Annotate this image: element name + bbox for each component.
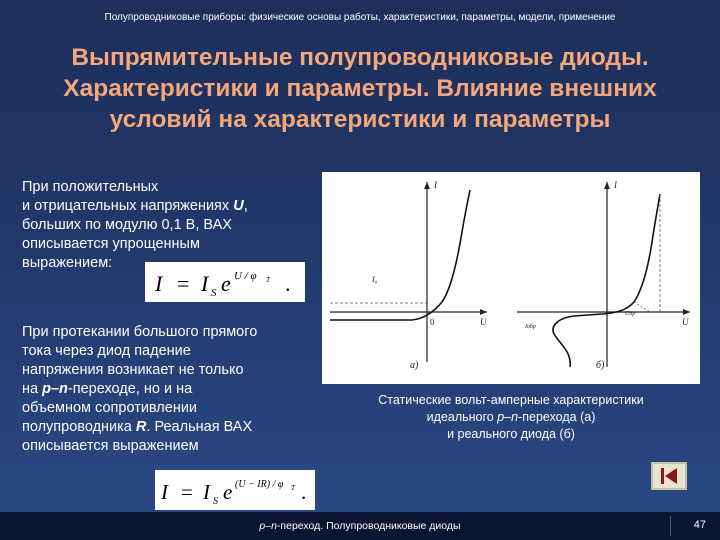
footer-pn: p–n xyxy=(259,520,277,532)
a-x-arrow xyxy=(480,309,487,315)
symbol-R: R xyxy=(135,419,147,435)
title-line-1: Выпрямительные полупроводниковые диоды. xyxy=(71,44,649,71)
panel-b xyxy=(517,180,690,371)
caption-line-2 xyxy=(322,409,700,426)
caption-l2-pre: идеального xyxy=(426,410,498,424)
b-y-arrow xyxy=(604,182,610,189)
formula-simplified xyxy=(145,262,305,302)
f2-eq: = xyxy=(181,480,193,504)
p1-line-2 xyxy=(22,197,248,216)
f1-expsub: T xyxy=(266,276,270,284)
p1-line-5: выражением: xyxy=(22,255,113,271)
p2-l4-post: -переходе, но и на xyxy=(67,381,193,397)
title-line-2: Характеристики и параметры. Влияние внешних xyxy=(63,75,657,102)
b-neg-label: Iобр xyxy=(525,324,536,330)
p2-l4-pre: на xyxy=(22,381,43,397)
f1-sub: S xyxy=(211,287,217,299)
p1-l2-post: , xyxy=(243,198,248,214)
b-upr-label: Uпр xyxy=(625,311,636,317)
f1-eq: = xyxy=(177,271,190,296)
formula-real xyxy=(155,470,315,510)
f1-dot: . xyxy=(285,271,291,296)
symbol-U: U xyxy=(233,198,244,214)
caption-pn: p–n xyxy=(497,410,519,424)
f2-I: I xyxy=(161,480,168,504)
b-tangent xyxy=(634,302,650,312)
p2-line-5: объемном сопротивлении xyxy=(22,400,198,416)
p2-line-7: описывается выражением xyxy=(22,438,199,454)
p1-l2-text: и отрицательных напряжениях xyxy=(22,198,234,214)
slide-title xyxy=(0,42,720,135)
caption-line-1: Статические вольт-амперные характеристики xyxy=(378,393,644,407)
f2-exp: (U − IR) / φ xyxy=(235,479,284,490)
paragraph-1 xyxy=(22,178,248,273)
p2-line-3: напряжения возникает не только xyxy=(22,362,244,378)
iv-curves-svg xyxy=(322,172,700,384)
f2-e: e xyxy=(223,480,233,504)
figure-caption xyxy=(322,392,700,443)
b-x-arrow xyxy=(683,309,690,315)
a-xlabel: U xyxy=(480,317,487,327)
f1-e: e xyxy=(221,271,231,296)
p2-l6-post: . Реальная ВАХ xyxy=(146,419,253,435)
iv-characteristics-figure xyxy=(322,172,700,384)
f1-I: I xyxy=(155,271,163,296)
page-number: 47 xyxy=(693,519,706,531)
footer-text xyxy=(0,520,720,532)
title-line-3: условий на характеристики и параметры xyxy=(109,106,611,133)
p2-line-6 xyxy=(22,418,257,437)
symbol-pn: p–n xyxy=(42,381,68,397)
a-panel-label: а) xyxy=(410,360,419,371)
b-xlabel: U xyxy=(682,317,689,327)
p1-line-1: При положительных xyxy=(22,179,159,195)
b-panel-label: б) xyxy=(596,360,605,371)
a-is-label: I₀ xyxy=(372,275,378,284)
footer-divider xyxy=(670,516,671,536)
a-y-arrow xyxy=(424,182,430,189)
p2-line-2: тока через диод падение xyxy=(22,343,191,359)
a-ylabel: I xyxy=(434,180,437,190)
f1-exp: U / φ xyxy=(234,270,257,282)
footer-title: -переход. Полупроводниковые диоды xyxy=(276,520,461,532)
p2-line-4 xyxy=(22,380,257,399)
a-iv-curve xyxy=(330,190,470,320)
p1-line-4: описывается упрощенным xyxy=(22,236,200,252)
f2-dot: . xyxy=(301,480,307,504)
b-ylabel: I xyxy=(614,180,617,190)
formula-1-svg xyxy=(145,262,305,302)
f2-sub: S xyxy=(213,496,218,507)
formula-2-svg xyxy=(155,470,315,510)
a-origin: 0 xyxy=(430,317,435,327)
p1-line-3: больших по модулю 0,1 В, ВАХ xyxy=(22,217,232,233)
skip-back-icon xyxy=(653,464,685,488)
p2-l6-pre: полупроводника xyxy=(22,419,136,435)
header-bar xyxy=(0,0,720,34)
f1-Is: I xyxy=(201,271,209,296)
header-subtitle: Полупроводниковые приборы: физические основы работы, характеристики, параметры, модели, применение xyxy=(104,12,616,23)
f2-expsub: T xyxy=(291,484,295,492)
panel-a xyxy=(330,180,487,371)
p2-line-1: При протекании большого прямого xyxy=(22,324,258,340)
f2-Is: I xyxy=(203,480,210,504)
go-to-first-slide-button[interactable] xyxy=(651,462,687,490)
caption-line-3: и реального диода (б) xyxy=(447,427,575,441)
paragraph-2 xyxy=(22,323,257,456)
caption-l2-post: -перехода (а) xyxy=(518,410,596,424)
footer-bar xyxy=(0,512,720,540)
